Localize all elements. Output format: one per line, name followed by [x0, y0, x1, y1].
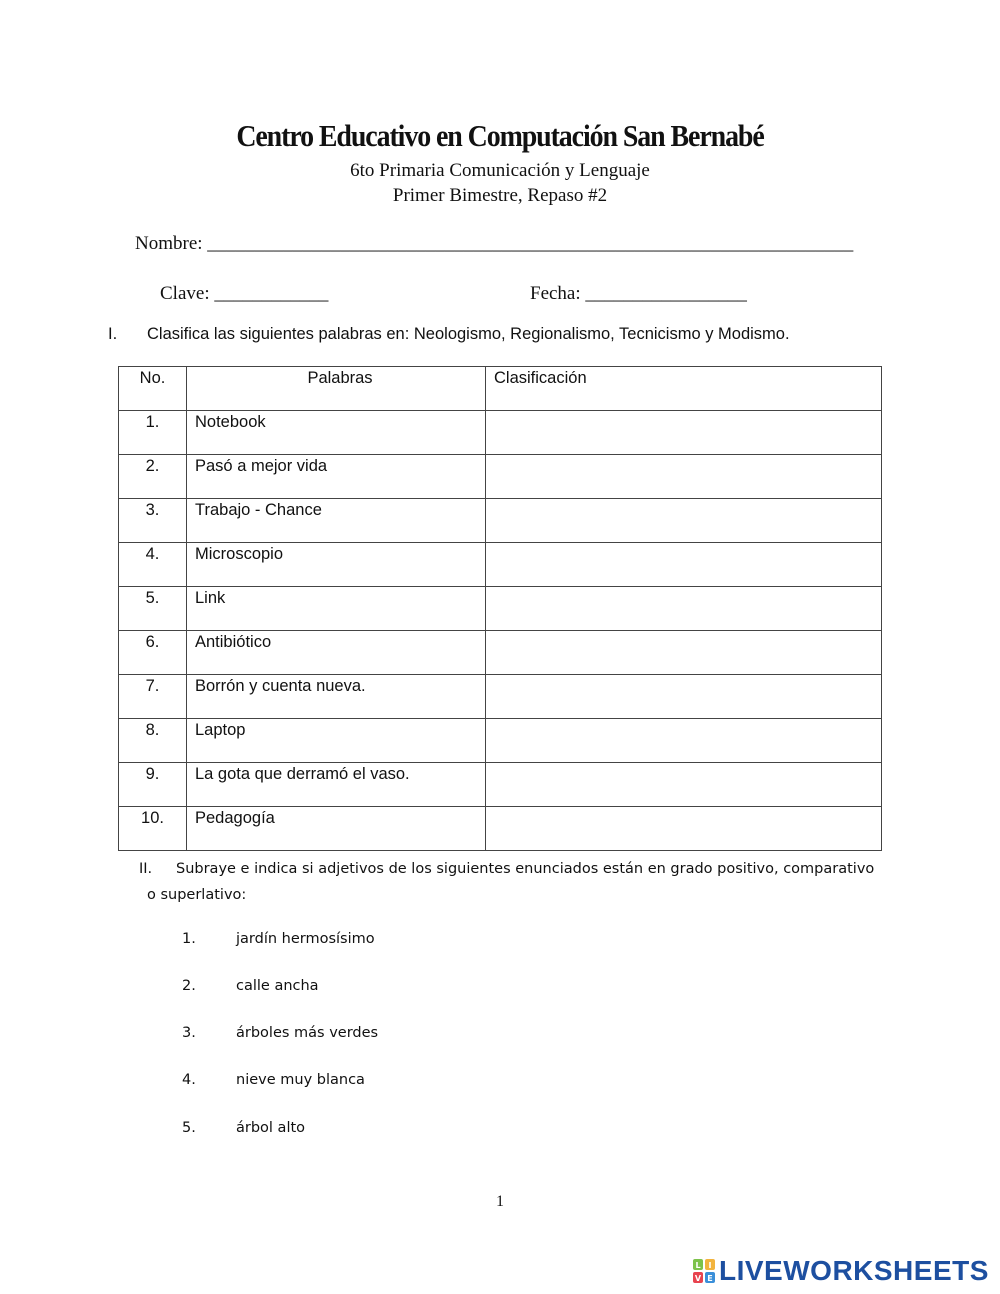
row-classification-input[interactable]: [486, 807, 882, 851]
row-number: 6.: [119, 631, 187, 675]
liveworksheets-logo[interactable]: [693, 1255, 989, 1287]
table-row: [119, 543, 882, 587]
row-classification-input[interactable]: [486, 631, 882, 675]
list-item[interactable]: [182, 978, 319, 994]
row-number: 5.: [119, 587, 187, 631]
table-row: [119, 675, 882, 719]
list-item-text: calle ancha: [236, 978, 319, 994]
list-item[interactable]: [182, 1072, 365, 1088]
row-classification-input[interactable]: [486, 411, 882, 455]
course-subtitle: 6to Primaria Comunicación y Lenguaje: [350, 160, 650, 181]
school-title: Centro Educativo en Computación San Bernabé: [236, 118, 764, 153]
svg-text:I: I: [708, 1261, 712, 1270]
list-item-number: 5.: [182, 1120, 196, 1136]
section-2-text-line-2: o superlativo:: [147, 887, 247, 903]
table-row: [119, 499, 882, 543]
list-item-number: 2.: [182, 978, 196, 994]
fecha-field[interactable]: Fecha: _________________: [530, 283, 747, 304]
review-subtitle: Primer Bimestre, Repaso #2: [392, 185, 608, 206]
table-row: [119, 807, 882, 851]
row-word: Antibiótico: [187, 631, 486, 675]
row-number: 1.: [119, 411, 187, 455]
list-item-text: árbol alto: [236, 1120, 306, 1136]
list-item-number: 3.: [182, 1025, 196, 1041]
list-item-number: 4.: [182, 1072, 196, 1088]
row-classification-input[interactable]: [486, 499, 882, 543]
header-palabras: Palabras: [187, 367, 486, 411]
svg-text:V: V: [694, 1274, 702, 1283]
row-number: 7.: [119, 675, 187, 719]
list-item-number: 1.: [182, 931, 196, 947]
table-row: [119, 631, 882, 675]
list-item-text: jardín hermosísimo: [236, 931, 375, 947]
section-2-number: II.: [139, 861, 153, 877]
header-clasificacion: Clasificación: [486, 367, 882, 411]
section-1-instruction: [108, 325, 790, 344]
row-word: Microscopio: [187, 543, 486, 587]
table-row: [119, 455, 882, 499]
row-word: Pedagogía: [187, 807, 486, 851]
section-2-text-line-1: Subraye e indica si adjetivos de los siguientes enunciados están en grado positivo, comparativo: [176, 861, 875, 877]
row-classification-input[interactable]: [486, 675, 882, 719]
page-number: 1: [496, 1193, 504, 1210]
svg-text:E: E: [707, 1274, 713, 1283]
list-item-text: árboles más verdes: [236, 1025, 379, 1041]
table-row: [119, 763, 882, 807]
list-item[interactable]: [182, 931, 375, 947]
table-row: [119, 719, 882, 763]
classification-table: [118, 366, 882, 851]
liveworksheets-logo-text: LIVEWORKSHEETS: [719, 1255, 989, 1286]
svg-text:L: L: [695, 1261, 701, 1270]
row-classification-input[interactable]: [486, 719, 882, 763]
table-header-row: [119, 367, 882, 411]
list-item[interactable]: [182, 1120, 305, 1136]
row-classification-input[interactable]: [486, 543, 882, 587]
table-row: [119, 587, 882, 631]
row-classification-input[interactable]: [486, 455, 882, 499]
nombre-field[interactable]: Nombre: ____________________________________________________________________: [135, 233, 854, 254]
row-classification-input[interactable]: [486, 763, 882, 807]
row-word: Trabajo - Chance: [187, 499, 486, 543]
row-number: 8.: [119, 719, 187, 763]
clave-field[interactable]: Clave: ____________: [160, 283, 329, 304]
header-no: No.: [119, 367, 187, 411]
row-number: 3.: [119, 499, 187, 543]
row-number: 4.: [119, 543, 187, 587]
table-row: [119, 411, 882, 455]
row-word: Link: [187, 587, 486, 631]
row-word: Pasó a mejor vida: [187, 455, 486, 499]
row-word: Notebook: [187, 411, 486, 455]
section-2-instruction: [139, 856, 899, 908]
row-word: Laptop: [187, 719, 486, 763]
row-number: 10.: [119, 807, 187, 851]
list-item[interactable]: [182, 1025, 378, 1041]
row-classification-input[interactable]: [486, 587, 882, 631]
row-number: 2.: [119, 455, 187, 499]
row-word: Borrón y cuenta nueva.: [187, 675, 486, 719]
row-word: La gota que derramó el vaso.: [187, 763, 486, 807]
list-item-text: nieve muy blanca: [236, 1072, 365, 1088]
section-1-text: Clasifica las siguientes palabras en: Neologismo, Regionalismo, Tecnicismo y Modismo.: [147, 325, 790, 343]
section-1-number: I.: [108, 325, 118, 343]
row-number: 9.: [119, 763, 187, 807]
liveworksheets-logo-icon: [693, 1259, 715, 1283]
